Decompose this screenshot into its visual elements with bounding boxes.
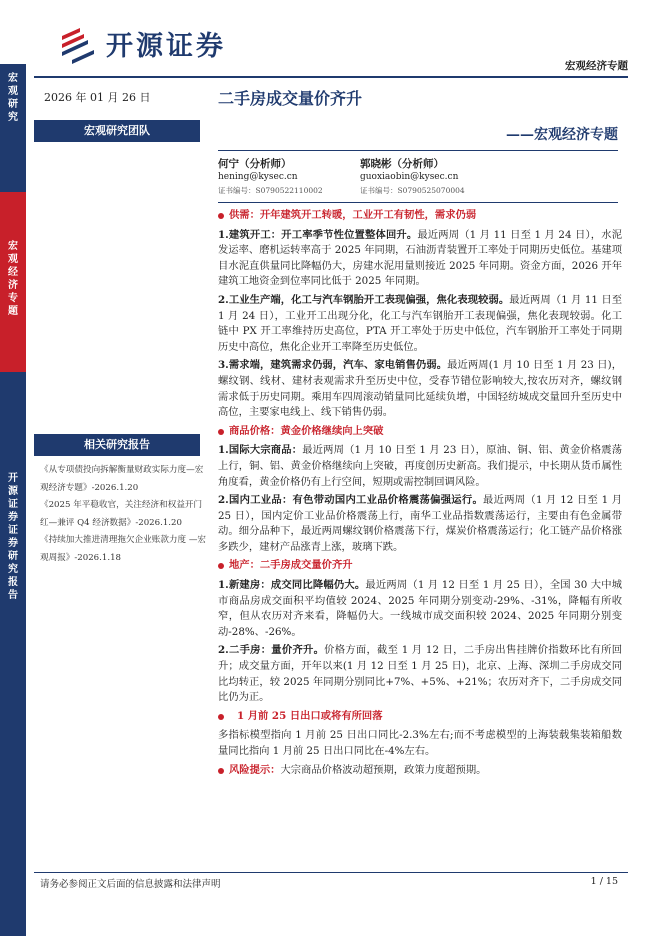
- paragraph: 1.建筑开工：开工率季节性位置整体回升。最近两周（1 月 11 日至 1 月 24 日），水泥发运率、磨机运转率高于 2025 年同期，石油沥青装置开工率处于同期历史低位。基建项目水泥直供量同比降幅仍大，房建水泥用量则接近 2025 年同期。资金方面，2026 开年建筑工地资金到位率同比低于 2025 年同期。: [218, 228, 622, 288]
- footer-divider: [34, 872, 628, 873]
- bullet-dot-icon: [218, 563, 224, 569]
- analyst-name: 何宁（分析师）: [218, 158, 292, 170]
- analyst-name: 郭晓彬（分析师）: [360, 158, 444, 170]
- analyst-cert: 证书编号：S0790522110002: [218, 186, 323, 195]
- report-body: [218, 206, 622, 781]
- bullet-dot-icon: [218, 213, 224, 219]
- page-number: 1 / 15: [590, 876, 618, 887]
- paragraph: 多指标模型指向 1 月前 25 日出口同比-2.3%左右;而不考虑模型的上海装载集装箱船数量同比指向 1 月前 25 日出口同比在-4%左右。: [218, 729, 622, 757]
- page-title: 二手房成交量价齐升: [218, 89, 363, 108]
- side-band-middle-label: 宏观经济专题: [8, 241, 18, 317]
- related-reports-list: [40, 462, 210, 567]
- related-report-item[interactable]: 《从专项债投向拆解衡量财政实际力度—宏观经济专题》-2026.1.20: [40, 465, 204, 493]
- section-heading: 地产：二手房成交量价齐升: [218, 558, 622, 574]
- side-band-middle: [0, 192, 26, 372]
- header-divider: [34, 76, 628, 78]
- header-tag: 宏观经济专题: [565, 60, 628, 72]
- paragraph: 3.需求端，建筑需求仍弱，汽车、家电销售仍弱。最近两周(1 月 10 日至 1 月 23 日)，螺纹钢、线材、建材表观需求升至历史中位，受春节错位影响较大,按农历对齐，螺纹钢需求低于历史同期。乘用车四周滚动销量同比延续负增，中国轻纺城成交量回升至历史中高位，主要家电线上、线下销售仍弱。: [218, 359, 622, 419]
- paragraph: 2.国内工业品：有色带动国内工业品价格震荡偏强运行。最近两周（1 月 12 日至 1 月 25 日），国内定价工业品价格震荡上行，南华工业品指数震荡运行，主要由有色金属带动。细分品种下，最近两周螺纹钢价格震荡下行，煤炭价格震荡运行；化工链产品价格涨多跌少，建材产品涨青上涨，玻璃下跌。: [218, 494, 622, 553]
- related-reports-title: 相关研究报告: [34, 434, 200, 456]
- logo-text: 开源证券: [106, 30, 226, 62]
- paragraph: 1.新建房：成交同比降幅仍大。最近两周（1 月 12 日至 1 月 25 日），全国 30 大中城市商品房成交面积平均值较 2024、2025 年同期分别变动-29%、-31%，降幅有所收窄，但从农历对齐来看，降幅仍大。一线城市成交面积较 2024、2025 年同期分别变动-28%、-26%。: [218, 579, 623, 638]
- analyst-cert: 证书编号：S0790525070004: [360, 186, 465, 195]
- report-date: 2026 年 01 月 26 日: [44, 91, 151, 104]
- paragraph: 1.国际大宗商品：最近两周（1 月 10 日至 1 月 23 日），原油、铜、铝、黄金价格震荡上行，铜、铝、黄金价格继续向上突破，再度创历史新高。我们提示，中长期从货币属性角度看，黄金价格仍有上行空间，短期或需控制回调风险。: [218, 444, 622, 488]
- analyst-card: [360, 158, 465, 197]
- side-band-top: [0, 64, 26, 192]
- kaiyuan-logo-icon: [58, 22, 100, 64]
- paragraph: 2.工业生产端，化工与汽车钢胎开工表现偏强，焦化表现较弱。最近两周（1 月 11 日至 1 月 24 日），工业开工出现分化，化工与汽车钢胎开工表现偏强，焦化表现较弱。化工链中 PX 开工率维持历史高位，PTA 开工率处于历史中低位，汽车钢胎开工率处于同期历史中高位，焦化企业开工率降至历史低位。: [218, 293, 623, 353]
- related-report-item[interactable]: 《持续加大推进清理拖欠企业账款力度 —宏观周报》-2026.1.18: [40, 535, 207, 563]
- analysts-divider-bottom: [218, 202, 618, 203]
- section-heading: 商品价格：黄金价格继续向上突破: [218, 424, 622, 440]
- section-heading: 1 月前 25 日出口或将有所回落: [218, 709, 622, 725]
- bullet-dot-icon: [218, 768, 224, 774]
- related-report-item[interactable]: 《2025 年平稳收官，关注经济和权益开门红—兼评 Q4 经济数据》-2026.1.20: [40, 500, 203, 528]
- bullet-dot-icon: [218, 429, 224, 435]
- paragraph: 2.二手房：量价齐升。价格方面，截至 1 月 12 日，二手房出售挂牌价指数环比有所回升；成交量方面，开年以来(1 月 12 日至 1 月 25 日)，北京、上海、深圳二手房成交同比均转正，较 2025 年同期分别同比+7%、+5%、+21%；农历对齐下，二手房成交同比仍为正。: [218, 644, 623, 704]
- section-heading: 供需：开年建筑开工转暖，工业开工有韧性，需求仍弱: [218, 208, 622, 224]
- side-band-top-label: 宏观研究: [8, 73, 18, 123]
- risk-warning: 风险提示：大宗商品价格波动超预期，政策力度超预期。: [218, 763, 622, 779]
- side-band-bottom-label: 开源证券 证券研究报告: [8, 473, 18, 601]
- kaiyuan-logo: [58, 20, 226, 66]
- footer-disclaimer: 请务必参阅正文后面的信息披露和法律声明: [40, 879, 221, 890]
- page-subtitle: ——宏观经济专题: [506, 127, 618, 143]
- research-team-label: 宏观研究团队: [34, 120, 200, 142]
- analyst-email[interactable]: hening@kysec.cn: [218, 172, 298, 182]
- bullet-dot-icon: [218, 714, 224, 720]
- analysts-divider-top: [218, 150, 618, 151]
- analyst-email[interactable]: guoxiaobin@kysec.cn: [360, 172, 459, 182]
- analyst-card: [218, 158, 323, 197]
- side-band-bottom: [0, 372, 26, 936]
